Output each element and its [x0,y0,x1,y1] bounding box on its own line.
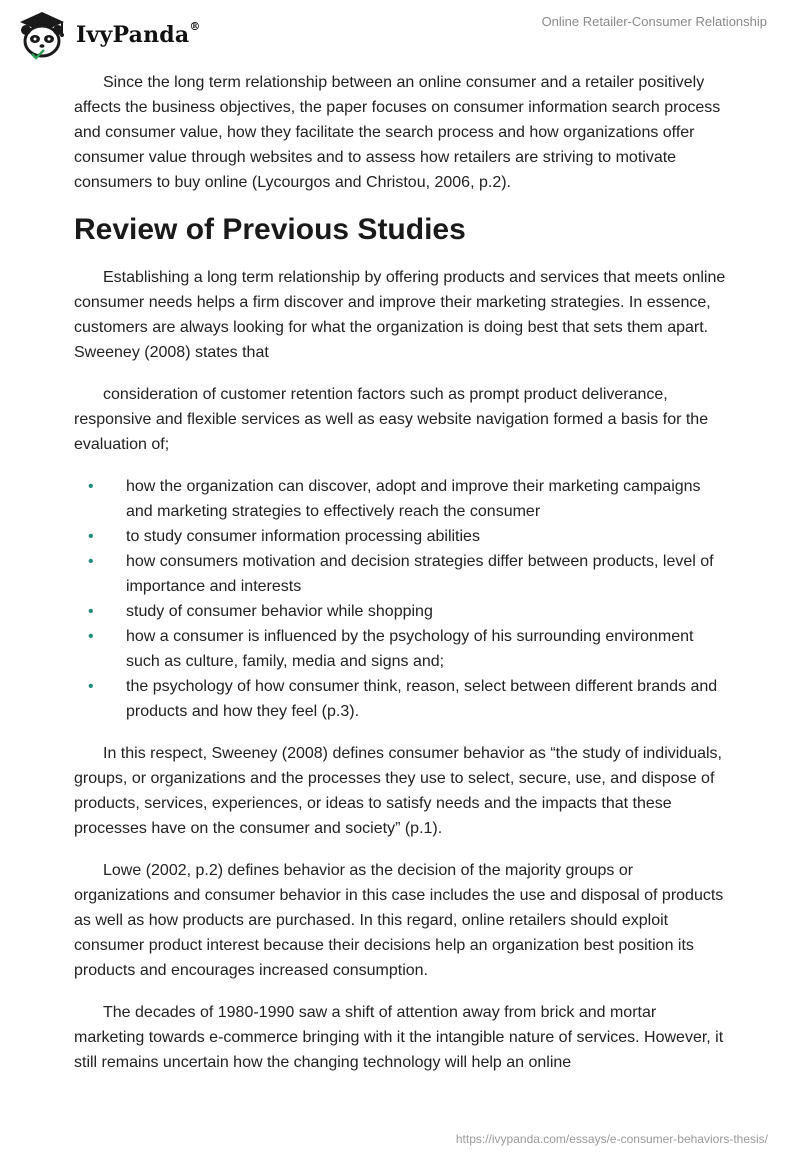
bullet-dot-icon: • [88,678,94,695]
article-body [74,70,730,1092]
paragraph: The decades of 1980-1990 saw a shift of attention away from brick and mortar marketing towards e-commerce bringing with it the intangible nature of services. However, it still remains uncertain how the changing technology will help an online [74,1004,724,1071]
list-item: • study of consumer behavior while shopping [74,599,730,624]
paragraph: consideration of customer retention factors such as prompt product deliverance, responsive and flexible services as well as easy website navigation formed a basis for the evaluation of; [74,386,709,453]
list-item: • to study consumer information processing abilities [74,524,730,549]
list-item: • how the organization can discover, adopt and improve their marketing campaigns and marketing strategies to effectively reach the consumer [74,474,730,524]
bullet-dot-icon: • [88,528,94,545]
paragraph: In this respect, Sweeney (2008) defines consumer behavior as “the study of individuals, groups, or organizations and the processes they use to select, secure, use, and dispose of products, services, experiences, or ideas to satisfy needs and the impacts that these processes have on the consumer and society” (p.1). [74,745,722,837]
bullet-dot-icon: • [88,553,94,570]
paragraph: Lowe (2002, p.2) defines behavior as the decision of the majority groups or organizations and consumer behavior in this case includes the use and disposal of products as well as how products are purchased. In this regard, online retailers should exploit consumer product interest because their decisions help an organization best position its products and encourages increased consumption. [74,862,724,979]
source-url-link[interactable]: https://ivypanda.com/essays/e-consumer-behaviors-thesis/ [455,1132,768,1146]
bullet-dot-icon: • [88,478,94,495]
panda-graduate-logo-icon [14,8,70,62]
brand-logo[interactable] [14,8,201,62]
section-heading: Review of Previous Studies [74,213,466,246]
bullet-dot-icon: • [88,628,94,645]
list-item: • how consumers motivation and decision strategies differ between products, level of importance and interests [74,549,730,599]
document-title: Online Retailer-Consumer Relationship [541,14,767,29]
page-header [0,0,800,70]
intro-paragraph: Since the long term relationship between an online consumer and a retailer positively affects the business objectives, the paper focuses on consumer information search process and consumer value, how they facilitate the search process and how organizations offer consumer value through websites and to assess how retailers are striving to motivate consumers to buy online (Lycourgos and Christou, 2006, p.2). [74,74,721,191]
brand-name: IvyPanda® [76,19,201,48]
list-item: • how a consumer is influenced by the psychology of his surrounding environment such as culture, family, media and signs and; [74,624,730,674]
bullet-list [74,474,730,724]
bullet-dot-icon: • [88,603,94,620]
list-item: • the psychology of how consumer think, reason, select between different brands and products and how they feel (p.3). [74,674,730,724]
paragraph: Establishing a long term relationship by offering products and services that meets online consumer needs helps a firm discover and improve their marketing strategies. In essence, customers are always looking for what the organization is doing best that sets them apart. Sweeney (2008) states that [74,269,726,361]
